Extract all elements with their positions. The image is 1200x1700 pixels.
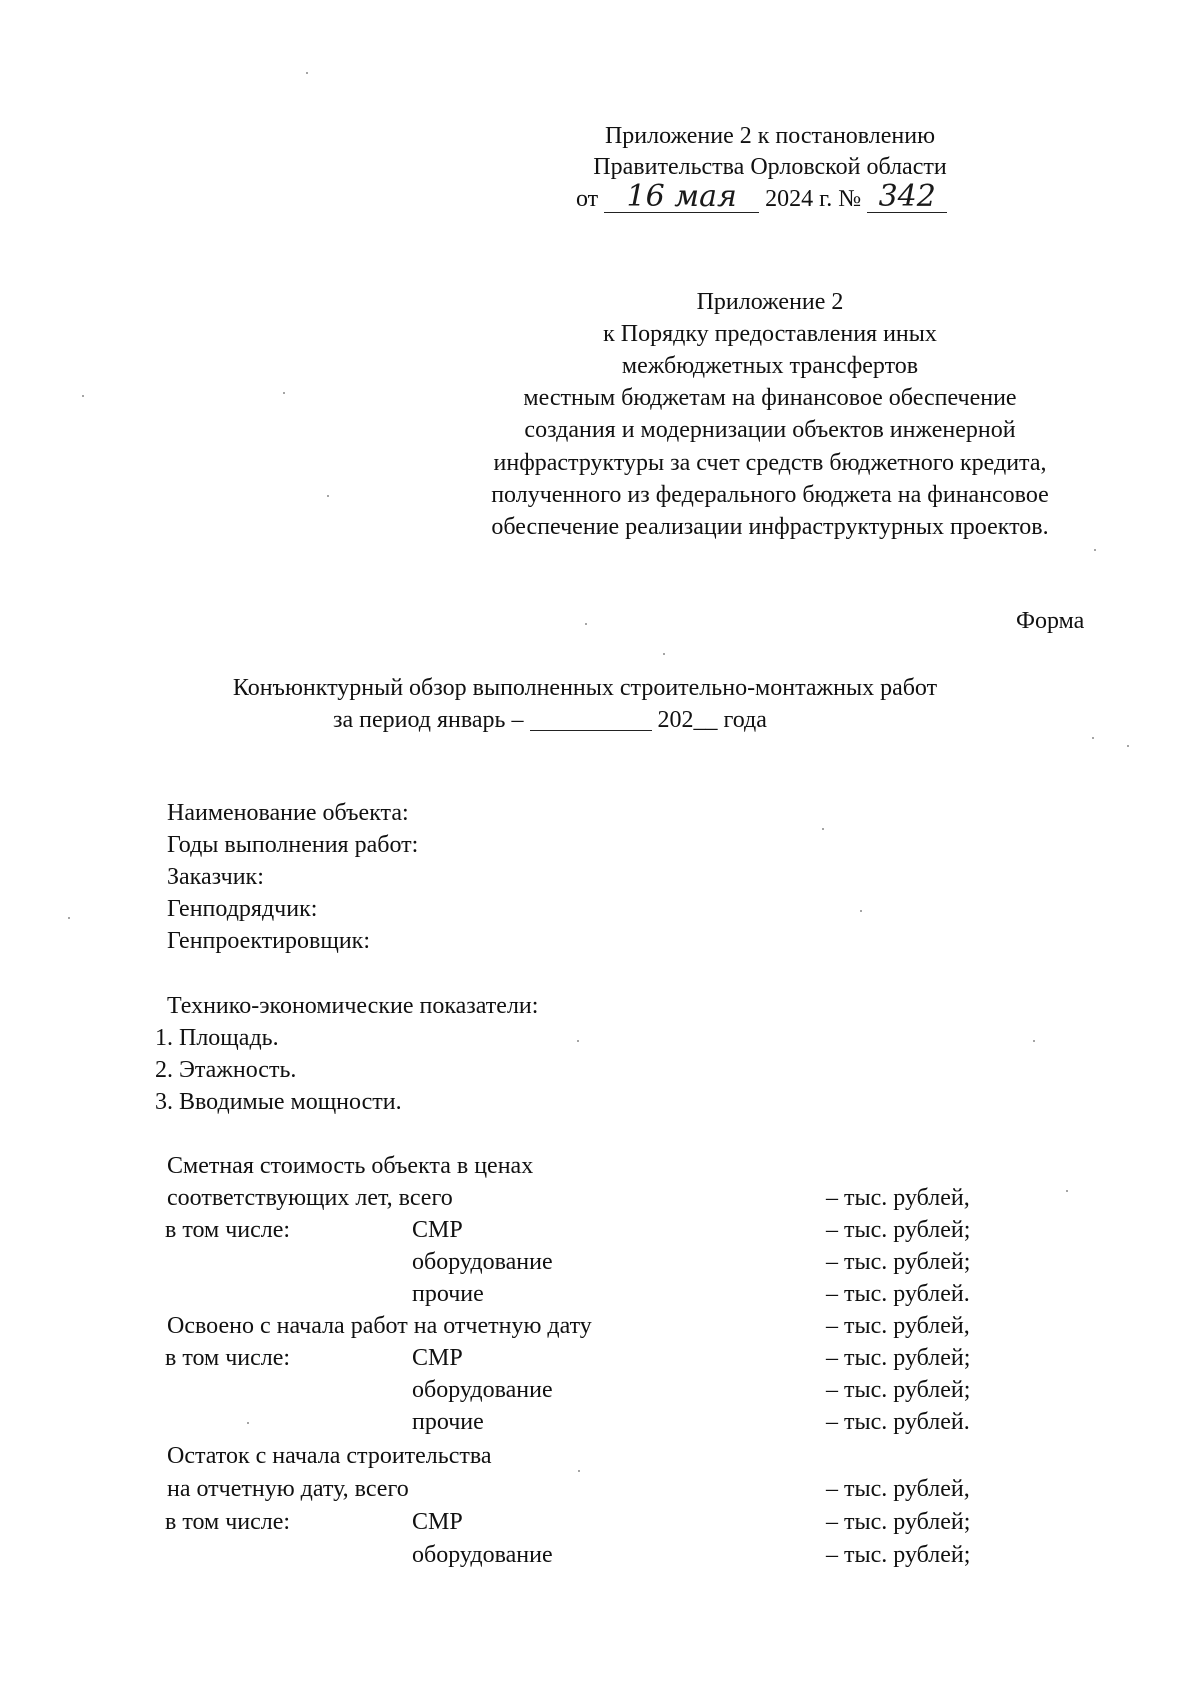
scan-speck	[860, 910, 862, 912]
estimate-other-label: прочие	[412, 1281, 484, 1307]
approval-date-handwritten: 16 мая	[604, 182, 759, 213]
remainder-label-2: на отчетную дату, всего	[167, 1476, 409, 1502]
scan-speck	[1092, 737, 1094, 739]
title-period-prefix: за период январь –	[333, 707, 524, 733]
field-general-contractor: Генподрядчик:	[167, 896, 318, 922]
scan-speck	[1066, 1190, 1068, 1192]
remainder-label-1: Остаток с начала строительства	[167, 1443, 492, 1469]
mastered-other-label: прочие	[412, 1409, 484, 1435]
indicators-heading: Технико-экономические показатели:	[167, 993, 539, 1019]
mastered-total-unit: – тыс. рублей,	[826, 1313, 970, 1339]
indicator-item-area: 1. Площадь.	[155, 1025, 279, 1051]
scan-speck	[327, 495, 329, 497]
estimate-total-unit: – тыс. рублей,	[826, 1185, 970, 1211]
mastered-equipment-unit: – тыс. рублей;	[826, 1377, 971, 1403]
appendix-line-6: инфраструктуры за счет средств бюджетного кредита,	[493, 450, 1047, 476]
scan-speck	[247, 1422, 249, 1424]
appendix-line-8: обеспечение реализации инфраструктурных проектов.	[491, 514, 1049, 540]
scan-speck	[283, 392, 285, 394]
estimate-other-unit: – тыс. рублей.	[826, 1281, 970, 1307]
appendix-line-7: полученного из федерального бюджета на финансовое	[491, 482, 1049, 508]
mastered-smr-unit: – тыс. рублей;	[826, 1345, 971, 1371]
scan-speck	[585, 623, 587, 625]
remainder-total-unit: – тыс. рублей,	[826, 1476, 970, 1502]
appendix-line-1: Приложение 2	[696, 289, 844, 315]
approval-line-2: Правительства Орловской области	[593, 154, 947, 180]
scan-speck	[1127, 745, 1129, 747]
mastered-smr-label: СМР	[412, 1345, 463, 1371]
appendix-line-4: местным бюджетам на финансовое обеспечение	[523, 385, 1017, 411]
indicator-item-capacity: 3. Вводимые мощности.	[155, 1089, 402, 1115]
remainder-equipment-unit: – тыс. рублей;	[826, 1542, 971, 1568]
scan-speck	[577, 1040, 579, 1042]
approval-prefix: от	[576, 186, 599, 212]
scan-speck	[1033, 1040, 1035, 1042]
scan-speck	[822, 828, 824, 830]
approval-year: 2024 г. №	[765, 186, 862, 212]
estimate-smr-label: СМР	[412, 1217, 463, 1243]
scan-speck	[663, 653, 665, 655]
scan-speck	[68, 917, 70, 919]
mastered-including-label: в том числе:	[165, 1345, 291, 1371]
remainder-smr-unit: – тыс. рублей;	[826, 1509, 971, 1535]
estimate-equipment-label: оборудование	[412, 1249, 553, 1275]
scan-speck	[578, 1470, 580, 1472]
appendix-line-2: к Порядку предоставления иных	[603, 321, 937, 347]
scan-speck	[82, 395, 84, 397]
field-customer: Заказчик:	[167, 864, 264, 890]
remainder-smr-label: СМР	[412, 1509, 463, 1535]
field-general-designer: Генпроектировщик:	[167, 928, 370, 954]
estimate-smr-unit: – тыс. рублей;	[826, 1217, 971, 1243]
title-line-2	[333, 704, 767, 736]
estimate-label-1: Сметная стоимость объекта в ценах	[167, 1153, 534, 1179]
mastered-equipment-label: оборудование	[412, 1377, 553, 1403]
remainder-equipment-label: оборудование	[412, 1542, 553, 1568]
title-line-1: Конъюнктурный обзор выполненных строительно-монтажных работ	[232, 675, 938, 701]
estimate-including-label: в том числе:	[165, 1217, 291, 1243]
estimate-label-2: соответствующих лет, всего	[167, 1185, 453, 1211]
title-period-blank	[530, 706, 652, 731]
field-work-years: Годы выполнения работ:	[167, 832, 419, 858]
appendix-line-3: межбюджетных трансфертов	[621, 353, 919, 379]
field-object-name: Наименование объекта:	[167, 800, 409, 826]
scan-speck	[306, 72, 308, 74]
mastered-other-unit: – тыс. рублей.	[826, 1409, 970, 1435]
estimate-equipment-unit: – тыс. рублей;	[826, 1249, 971, 1275]
title-period-year: 202__ года	[657, 707, 767, 733]
approval-line-1: Приложение 2 к постановлению	[604, 123, 936, 149]
remainder-including-label: в том числе:	[165, 1509, 291, 1535]
indicator-item-floors: 2. Этажность.	[155, 1057, 297, 1083]
approval-number-handwritten: 342	[867, 182, 947, 213]
approval-line-3	[576, 179, 947, 215]
form-label: Форма	[1016, 608, 1085, 634]
scan-speck	[1094, 549, 1096, 551]
appendix-line-5: создания и модернизации объектов инженерной	[524, 417, 1016, 443]
mastered-label: Освоено с начала работ на отчетную дату	[167, 1313, 592, 1339]
